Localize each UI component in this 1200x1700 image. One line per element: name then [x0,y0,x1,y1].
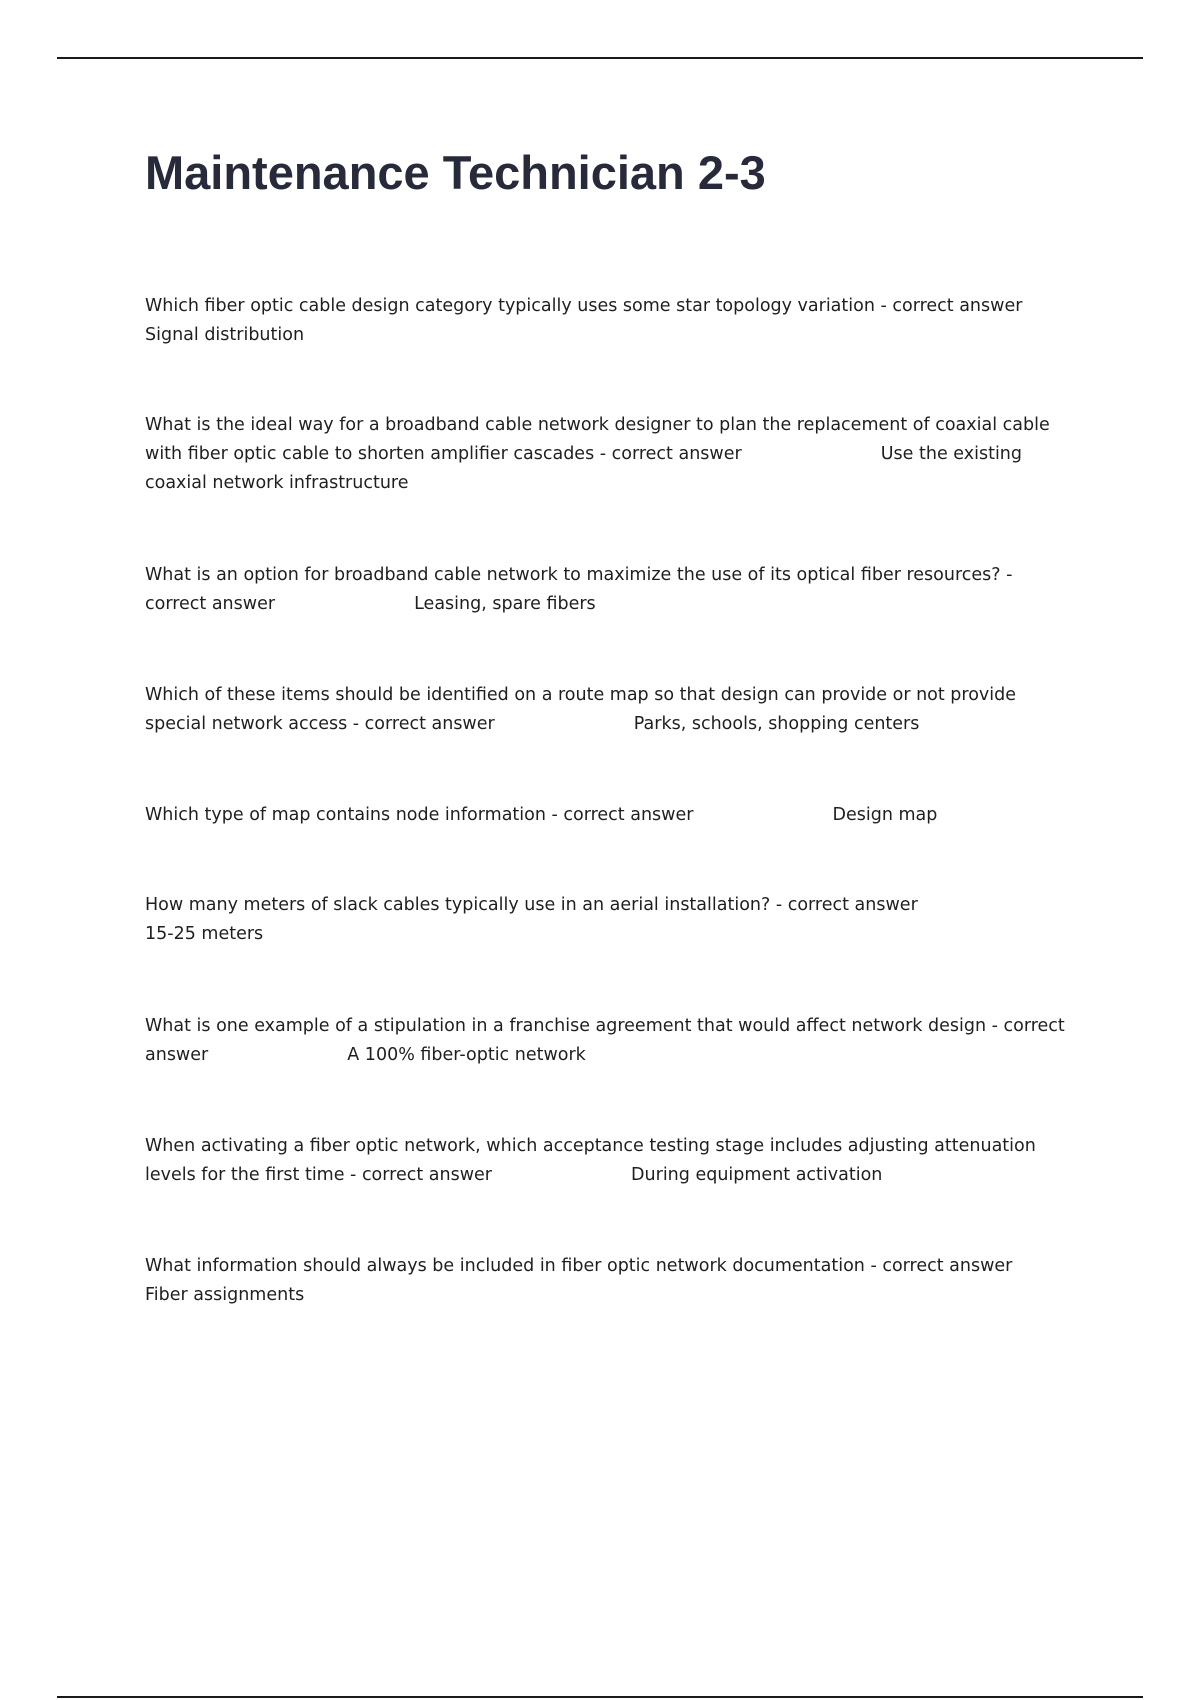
top-divider [57,57,1143,59]
qa-item-3: What is an option for broadband cable network to maximize the use of its optical fiber resources? - correct answer Leasing, spare fibers [145,565,1013,614]
qa-item-7: What is one example of a stipulation in a franchise agreement that would affect network design - correct answer A 100% fiber-optic network [145,1016,1065,1065]
qa-item-4: Which of these items should be identified on a route map so that design can provide or not provide special network access - correct answer Parks, schools, shopping centers [145,685,1017,734]
qa-item-6: How many meters of slack cables typically use in an aerial installation? - correct answer 15-25 meters [145,895,918,944]
qa-item-5: Which type of map contains node information - correct answer Design map [145,805,938,825]
qa-item-2: What is the ideal way for a broadband cable network designer to plan the replacement of coaxial cable with fiber optic cable to shorten amplifier cascades - correct answer Use the existing coaxial network infrastructure [145,415,1050,493]
qa-item-9: What information should always be included in fiber optic network documentation - correct answer Fiber assignments [145,1256,1013,1305]
page-title: Maintenance Technician 2-3 [145,146,766,199]
bottom-divider [57,1696,1143,1698]
qa-item-1: Which fiber optic cable design category typically uses some star topology variation - correct answer Signal distribution [145,296,1023,345]
qa-item-8: When activating a fiber optic network, which acceptance testing stage includes adjusting attenuation levels for the first time - correct answer During equipment activation [145,1136,1036,1185]
